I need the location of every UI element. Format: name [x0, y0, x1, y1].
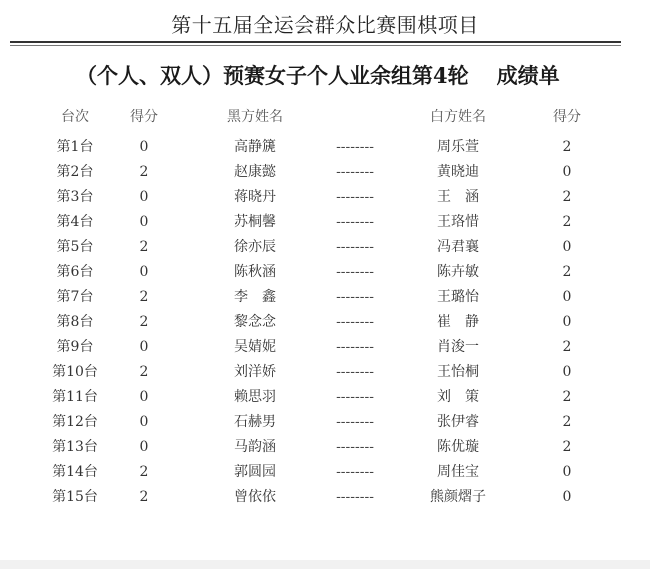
results-table — [0, 137, 650, 512]
white-name-cell: 陈优璇 — [437, 439, 479, 455]
white-name-cell: 熊颜熠子 — [430, 489, 486, 505]
table-row — [0, 187, 650, 212]
white-name-cell: 王怡桐 — [437, 364, 479, 380]
black-name-cell: 马韵涵 — [234, 439, 276, 455]
table-row — [0, 237, 650, 262]
white-name-cell: 王 涵 — [437, 189, 479, 205]
black-name-cell: 赵康懿 — [234, 164, 276, 180]
white-score-cell: 0 — [562, 314, 572, 330]
table-row — [0, 137, 650, 162]
black-name-cell: 高静篪 — [234, 139, 276, 155]
white-score-cell: 2 — [562, 264, 572, 280]
board-cell: 第2台 — [56, 164, 94, 180]
table-row — [0, 437, 650, 462]
separator-cell: -------- — [336, 339, 374, 355]
black-name-cell: 曾依依 — [234, 489, 276, 505]
black-name-cell: 刘洋娇 — [234, 364, 276, 380]
white-name-cell: 周乐萱 — [437, 139, 479, 155]
separator-cell: -------- — [336, 364, 374, 380]
white-score-cell: 2 — [562, 339, 572, 355]
white-score-cell: 0 — [562, 364, 572, 380]
title-rule-thick — [10, 41, 621, 43]
white-score-cell: 0 — [562, 464, 572, 480]
table-row — [0, 312, 650, 337]
black-score-cell: 0 — [139, 389, 149, 405]
table-row — [0, 487, 650, 512]
header-white-score: 得分 — [553, 109, 581, 125]
white-score-cell: 2 — [562, 189, 572, 205]
separator-cell: -------- — [336, 464, 374, 480]
white-score-cell: 0 — [562, 239, 572, 255]
round-title-main: （个人、双人）预赛女子个人业余组第4轮 — [76, 63, 469, 88]
white-name-cell: 崔 静 — [437, 314, 479, 330]
black-score-cell: 0 — [139, 439, 149, 455]
white-score-cell: 0 — [562, 289, 572, 305]
black-score-cell: 0 — [139, 264, 149, 280]
black-name-cell: 郭圆园 — [234, 464, 276, 480]
white-score-cell: 2 — [562, 414, 572, 430]
board-cell: 第14台 — [52, 464, 98, 480]
black-name-cell: 李 鑫 — [234, 289, 276, 305]
black-name-cell: 蒋晓丹 — [234, 189, 276, 205]
black-score-cell: 2 — [139, 164, 149, 180]
white-score-cell: 2 — [562, 214, 572, 230]
title-rule-thin — [10, 45, 621, 46]
round-title — [76, 60, 560, 90]
event-title: 第十五届全运会群众比赛围棋项目 — [171, 13, 479, 37]
white-name-cell: 黄晓迪 — [437, 164, 479, 180]
table-row — [0, 462, 650, 487]
black-name-cell: 吴婧妮 — [234, 339, 276, 355]
black-name-cell: 石赫男 — [234, 414, 276, 430]
black-score-cell: 2 — [139, 464, 149, 480]
table-header — [0, 107, 650, 127]
table-row — [0, 162, 650, 187]
black-name-cell: 苏桐馨 — [234, 214, 276, 230]
board-cell: 第15台 — [52, 489, 98, 505]
black-score-cell: 0 — [139, 339, 149, 355]
board-cell: 第5台 — [56, 239, 94, 255]
white-name-cell: 张伊睿 — [437, 414, 479, 430]
table-row — [0, 212, 650, 237]
black-name-cell: 赖思羽 — [234, 389, 276, 405]
table-row — [0, 262, 650, 287]
table-row — [0, 412, 650, 437]
separator-cell: -------- — [336, 139, 374, 155]
board-cell: 第3台 — [56, 189, 94, 205]
white-score-cell: 0 — [562, 489, 572, 505]
separator-cell: -------- — [336, 164, 374, 180]
white-score-cell: 0 — [562, 164, 572, 180]
table-row — [0, 287, 650, 312]
white-name-cell: 陈卉敏 — [437, 264, 479, 280]
white-name-cell: 王璐怡 — [437, 289, 479, 305]
black-score-cell: 0 — [139, 139, 149, 155]
separator-cell: -------- — [336, 239, 374, 255]
separator-cell: -------- — [336, 264, 374, 280]
black-score-cell: 0 — [139, 214, 149, 230]
separator-cell: -------- — [336, 214, 374, 230]
black-score-cell: 0 — [139, 189, 149, 205]
black-name-cell: 陈秋涵 — [234, 264, 276, 280]
black-score-cell: 2 — [139, 239, 149, 255]
board-cell: 第6台 — [56, 264, 94, 280]
board-cell: 第7台 — [56, 289, 94, 305]
black-score-cell: 2 — [139, 314, 149, 330]
white-score-cell: 2 — [562, 439, 572, 455]
separator-cell: -------- — [336, 189, 374, 205]
black-score-cell: 2 — [139, 289, 149, 305]
separator-cell: -------- — [336, 389, 374, 405]
header-board: 台次 — [61, 109, 89, 125]
black-name-cell: 徐亦辰 — [234, 239, 276, 255]
white-name-cell: 刘 策 — [437, 389, 479, 405]
white-name-cell: 王珞惜 — [437, 214, 479, 230]
header-black-score: 得分 — [130, 109, 158, 125]
table-row — [0, 387, 650, 412]
separator-cell: -------- — [336, 439, 374, 455]
separator-cell: -------- — [336, 489, 374, 505]
black-score-cell: 2 — [139, 489, 149, 505]
table-row — [0, 337, 650, 362]
table-row — [0, 362, 650, 387]
separator-cell: -------- — [336, 289, 374, 305]
white-name-cell: 肖浚一 — [437, 339, 479, 355]
white-score-cell: 2 — [562, 389, 572, 405]
separator-cell: -------- — [336, 414, 374, 430]
white-score-cell: 2 — [562, 139, 572, 155]
white-name-cell: 冯君襄 — [437, 239, 479, 255]
board-cell: 第11台 — [52, 389, 98, 405]
board-cell: 第12台 — [52, 414, 98, 430]
board-cell: 第1台 — [56, 139, 94, 155]
black-name-cell: 黎念念 — [234, 314, 276, 330]
board-cell: 第10台 — [52, 364, 98, 380]
board-cell: 第13台 — [52, 439, 98, 455]
round-title-suffix: 成绩单 — [496, 63, 560, 88]
separator-cell: -------- — [336, 314, 374, 330]
white-name-cell: 周佳宝 — [437, 464, 479, 480]
board-cell: 第4台 — [56, 214, 94, 230]
black-score-cell: 2 — [139, 364, 149, 380]
black-score-cell: 0 — [139, 414, 149, 430]
header-white-name: 白方姓名 — [430, 109, 486, 125]
header-black-name: 黑方姓名 — [227, 109, 283, 125]
bottom-band — [0, 560, 650, 569]
board-cell: 第8台 — [56, 314, 94, 330]
board-cell: 第9台 — [56, 339, 94, 355]
